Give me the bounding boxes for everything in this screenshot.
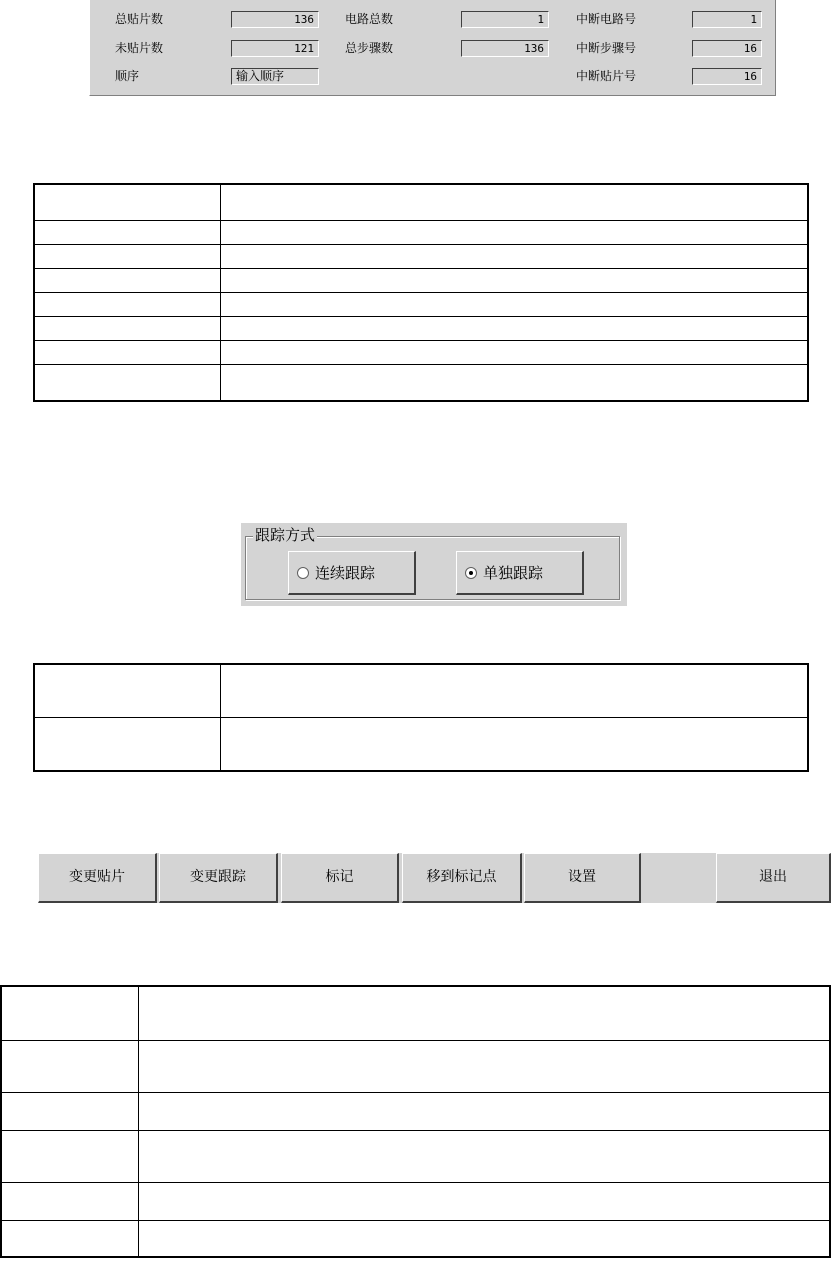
trace-mode-group [241, 523, 627, 606]
table-row [1, 1220, 830, 1257]
unplaced-chips-label: 未贴片数 [115, 41, 164, 55]
break-circuit-value: 1 [692, 11, 762, 28]
order-label: 顺序 [115, 69, 140, 83]
total-chips-label: 总贴片数 [115, 12, 164, 26]
move-to-mark-button[interactable]: 移到标记点 [402, 853, 522, 903]
status-panel [89, 0, 776, 96]
table-row [34, 244, 808, 268]
total-steps-value: 136 [461, 40, 549, 57]
mark-button[interactable]: 标记 [281, 853, 399, 903]
table-row [34, 341, 808, 365]
table-row [1, 1040, 830, 1092]
radio-unchecked-icon [297, 567, 309, 579]
table-row [1, 1092, 830, 1130]
table-row [34, 365, 808, 401]
table-row [1, 1182, 830, 1220]
break-chip-label: 中断贴片号 [576, 69, 637, 83]
total-chips-value: 136 [231, 11, 319, 28]
radio-checked-icon [465, 567, 477, 579]
total-steps-label: 总步骤数 [345, 41, 394, 55]
table-row [34, 317, 808, 341]
change-trace-button[interactable]: 变更跟踪 [159, 853, 278, 903]
change-chip-button[interactable]: 变更贴片 [38, 853, 157, 903]
status-description-table [33, 183, 809, 402]
unplaced-chips-value: 121 [231, 40, 319, 57]
table-row [34, 292, 808, 316]
table-row [1, 986, 830, 1040]
break-chip-value: 16 [692, 68, 762, 85]
trace-description-table [33, 663, 809, 772]
circuit-total-value: 1 [461, 11, 549, 28]
continuous-trace-label: 连续跟踪 [315, 564, 376, 582]
settings-button[interactable]: 设置 [524, 853, 641, 903]
table-row [34, 664, 808, 718]
exit-button[interactable]: 退出 [716, 853, 831, 903]
break-circuit-label: 中断电路号 [576, 12, 637, 26]
trace-mode-title: 跟踪方式 [255, 526, 316, 544]
table-row [1, 1130, 830, 1182]
table-row [34, 718, 808, 772]
break-step-value: 16 [692, 40, 762, 57]
single-trace-radio[interactable] [456, 551, 584, 595]
table-row [34, 268, 808, 292]
toolbar [38, 853, 831, 903]
table-row [34, 220, 808, 244]
circuit-total-label: 电路总数 [345, 12, 394, 26]
toolbar-description-table [0, 985, 831, 1258]
table-row [34, 184, 808, 220]
continuous-trace-radio[interactable] [288, 551, 416, 595]
single-trace-label: 单独跟踪 [483, 564, 544, 582]
break-step-label: 中断步骤号 [576, 41, 637, 55]
order-value: 输入顺序 [231, 68, 319, 85]
